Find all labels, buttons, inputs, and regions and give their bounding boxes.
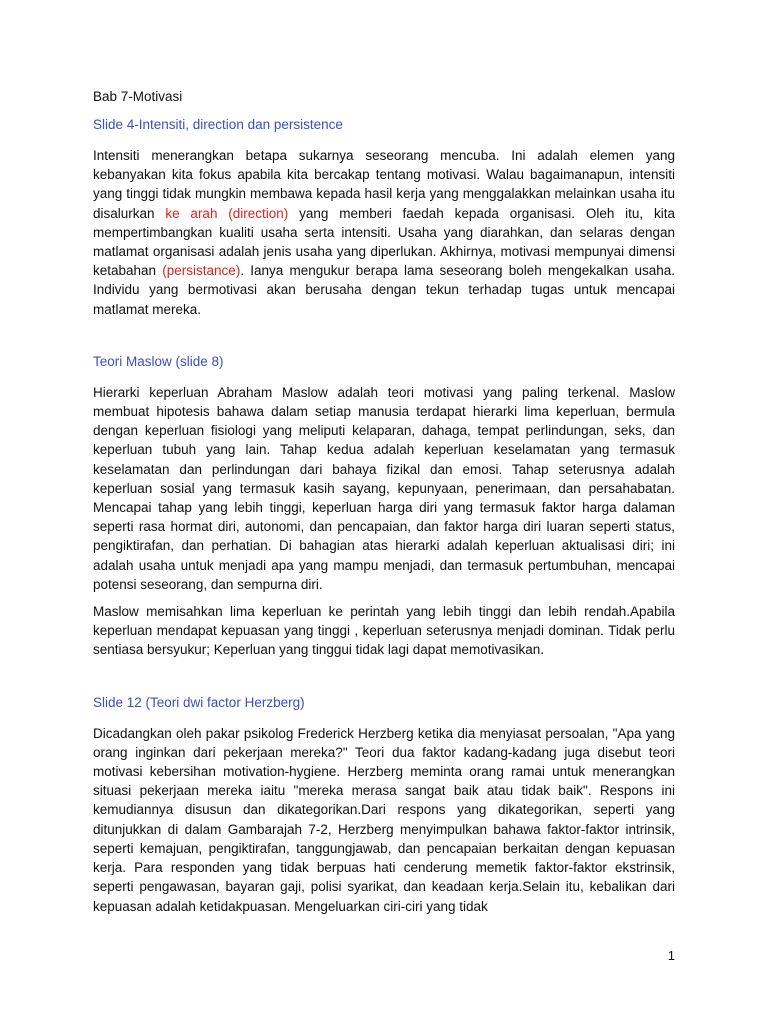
section-heading-herzberg: Slide 12 (Teori dwi factor Herzberg) [93,694,305,710]
paragraph-intensiti [93,146,675,319]
paragraph-maslow-hierarchy: Hierarki keperluan Abraham Maslow adalah teori motivasi yang paling terkenal. Maslow membuat hipotesis bahawa dalam setiap manusia terdapat hierarki lima keperluan, bermula dengan keperluan fisiologi yang meliputi kelaparan, dahaga, tempat perlindungan, seks, dan keperluan tubuh yang lain. Tahap kedua adalah keperluan keselamatan yang termasuk keselamatan dan perlindungan dari bahaya fizikal dan emosi. Tahap seterusnya adalah keperluan sosial yang termasuk kasih sayang, kepunyaan, penerimaan, dan persahabatan. Mencapai tahap yang lebih tinggi, keperluan harga diri yang termasuk faktor harga dalaman seperti rasa hormat diri, autonomi, dan pencapaian, dan faktor harga diri luaran seperti status, pengiktirafan, dan perhatian. Di bahagian atas hierarki adalah keperluan aktualisasi diri; ini adalah usaha untuk menjadi apa yang mampu menjadi, dan termasuk pertumbuhan, mencapai potensi seseorang, dan sempurna diri. [93,384,675,592]
section-gap [93,327,675,353]
paragraph-herzberg: Dicadangkan oleh pakar psikolog Frederick Herzberg ketika dia menyiasat persoalan, "Apa yang orang inginkan dari pekerjaan mereka?" Teori dua faktor kadang-kadang juga disebut teori motivasi kebersihan motivation-hygiene. Herzberg meminta orang ramai untuk menerangkan situasi pekerjaan mereka iaitu "mereka merasa sangat baik atau tidak baik". Respons ini kemudiannya disusun dan dikategorikan.Dari respons yang dikategorikan, seperti yang ditunjukkan di dalam Gambarajah 7-2, Herzberg menyimpulkan bahawa faktor-faktor intrinsik, seperti kemajuan, pengiktirafan, tanggungjawab, dan pencapaian berkaitan dengan kepuasan kerja. Para responden yang tidak berpuas hati cenderung memetik faktor-faktor ekstrinsik, seperti pengawasan, bayaran gaji, polisi syarikat, dan keadaan kerja.Selain itu, kebalikan dari kepuasan adalah ketidakpuasan. Mengeluarkan ciri-ciri yang tidak [93,725,675,914]
document-title: Bab 7-Motivasi [93,89,183,104]
highlight-persistance: (persistance) [162,263,241,279]
paragraph-text: . Ianya mengukur berapa lama seseorang boleh mengekalkan usaha. Individu yang bermotivasi akan berusaha dengan tekun terhadap tugas untuk mencapai matlamat mereka. [93,263,675,317]
section-gap [93,668,675,694]
paragraph-maslow-needs: Maslow memisahkan lima keperluan ke perintah yang lebih tinggi dan lebih rendah.Apabila keperluan mendapat kepuasan yang tinggi , keperluan seterusnya menjadi dominan. Tidak perlu sentiasa bersyukur; Keperluan yang tinggui tidak lagi dapat memotivasikan. [93,604,675,658]
paragraph-text: Intensiti menerangkan betapa sukarnya seseorang mencuba. Ini adalah elemen yang kebanyakan kita fokus apabila kita bercakap tentang motivasi. Walau bagaimanapun, intensiti yang tinggi tidak mungkin membawa kepada hasil kerja yang menggalakkan melainkan usaha itu disalurkan [93,148,675,221]
highlight-direction: ke arah (direction) [165,205,289,221]
paragraph-text: yang memberi faedah kepada organisasi. Oleh itu, kita mempertimbangkan kualiti usaha serta intensiti. Usaha yang diarahkan, dan selaras dengan matlamat organisasi adalah jenis usaha yang diperlukan. Akhirnya, motivasi mempunyai dimensi ketabahan [93,205,675,279]
section-heading-intensiti: Slide 4-Intensiti, direction dan persistence [93,117,343,132]
page-number: 1 [667,948,675,963]
section-heading-maslow: Teori Maslow (slide 8) [93,353,224,369]
